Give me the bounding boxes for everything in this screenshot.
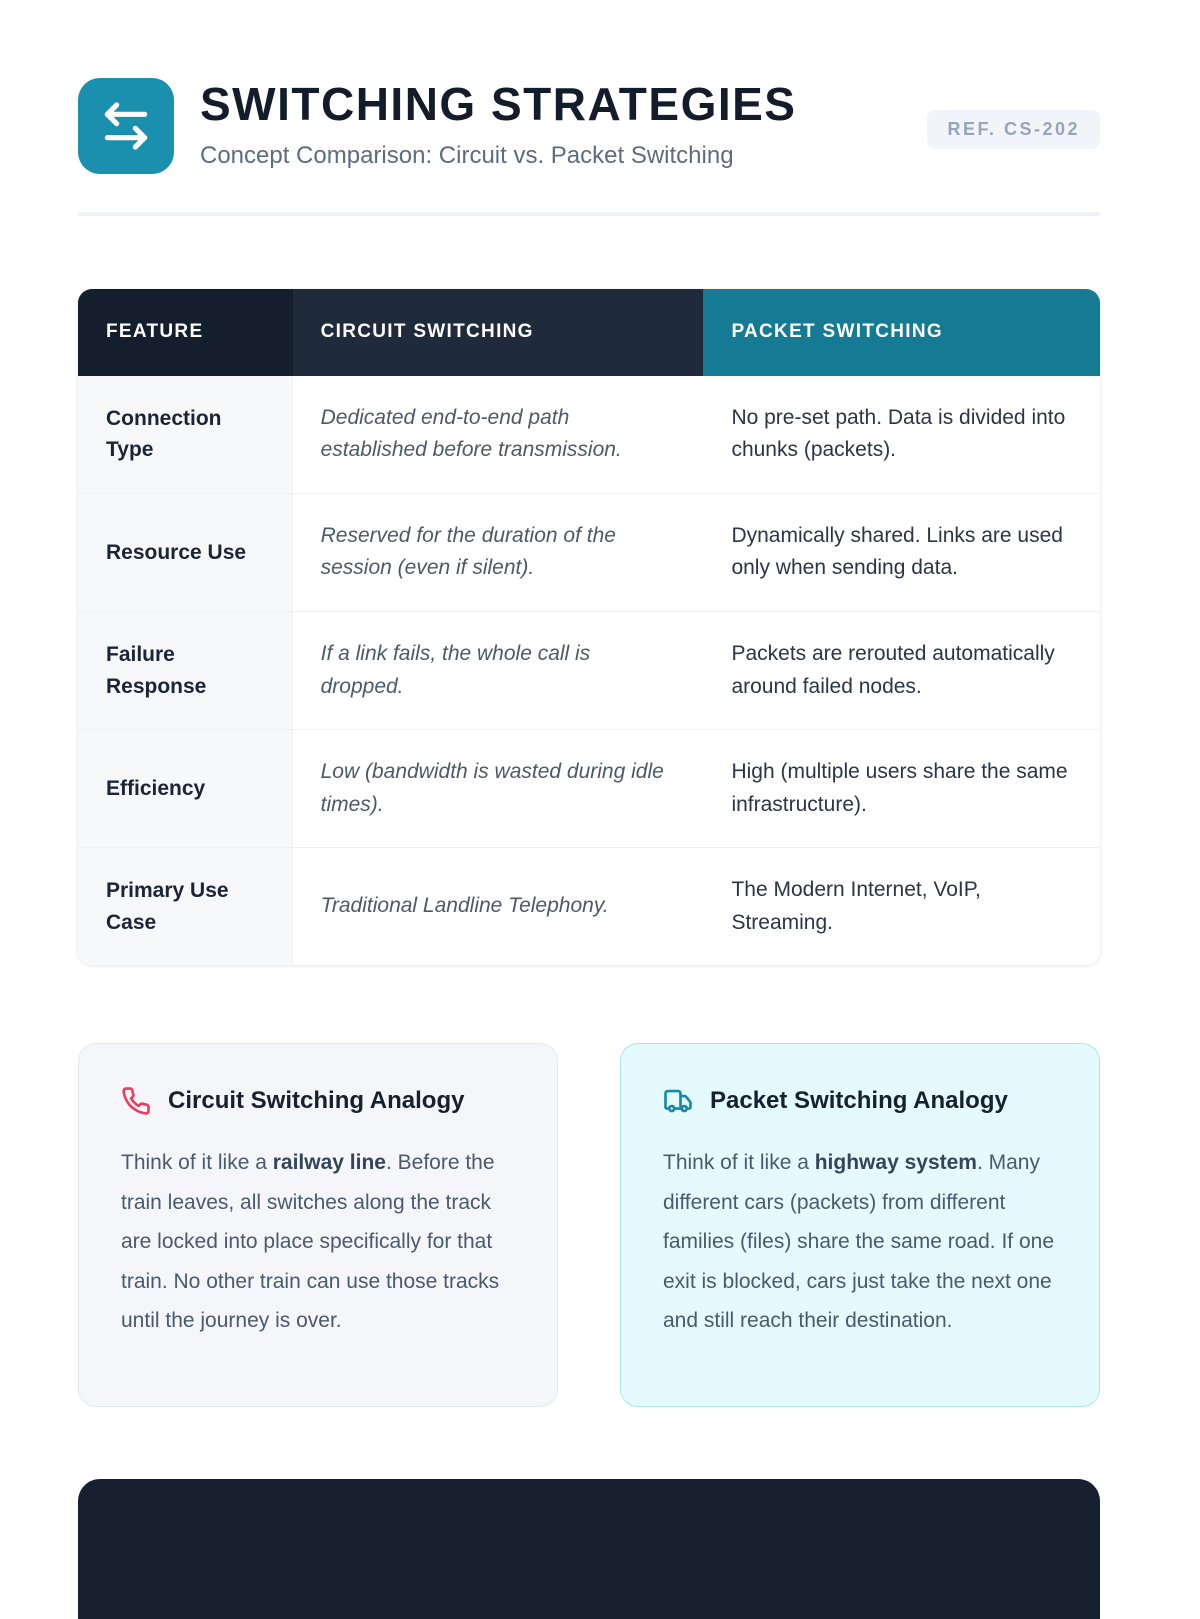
page-header	[78, 78, 1100, 174]
column-header-feature: FEATURE	[78, 289, 293, 376]
packet-cell: Packets are rerouted automatically around failed nodes.	[731, 641, 1055, 698]
column-header-circuit-switching: CIRCUIT SWITCHING	[293, 289, 704, 376]
header-divider	[78, 212, 1100, 216]
circuit-card-header	[121, 1086, 519, 1116]
packet-card-header	[663, 1086, 1061, 1116]
page-title: SWITCHING STRATEGIES	[200, 78, 797, 130]
transfer-arrows-icon	[78, 78, 174, 174]
body-bold-text: highway system	[814, 1151, 977, 1175]
table-row	[78, 493, 1100, 611]
table-body	[78, 376, 1100, 965]
feature-cell: Failure Response	[78, 612, 293, 729]
page-subtitle: Concept Comparison: Circuit vs. Packet Switching	[200, 141, 734, 169]
packet-cell: No pre-set path. Data is divided into chunks (packets).	[731, 405, 1066, 462]
body-text: Think of it like a	[663, 1151, 815, 1175]
body-text: . Many different cars (packets) from different families (files) share the same road. If one exit is blocked, cars just take the next one and still reach their destination.	[663, 1151, 1055, 1333]
comparison-table	[78, 289, 1100, 965]
circuit-cell: Low (bandwidth is wasted during idle times).	[320, 760, 664, 816]
packet-card-title: Packet Switching Analogy	[710, 1087, 1008, 1115]
column-header-packet-switching: PACKET SWITCHING	[703, 289, 1100, 376]
truck-icon	[663, 1086, 693, 1116]
feature-cell: Primary Use Case	[78, 848, 293, 965]
circuit-card-body	[121, 1143, 519, 1340]
analogy-cards	[78, 1043, 1100, 1406]
packet-cell: Dynamically shared. Links are used only when sending data.	[731, 523, 1063, 580]
packet-cell: High (multiple users share the same infrastructure).	[731, 760, 1068, 816]
table-row	[78, 729, 1100, 847]
body-text: . Before the train leaves, all switches along the track are locked into place specifically for that train. No other train can use those tracks until the journey is over.	[121, 1151, 500, 1333]
reference-badge: REF. CS-202	[927, 110, 1100, 149]
circuit-cell: Dedicated end-to-end path established before transmission.	[320, 405, 622, 462]
table-row	[78, 611, 1100, 729]
body-text: Think of it like a	[121, 1151, 273, 1175]
circuit-card-title: Circuit Switching Analogy	[168, 1087, 465, 1115]
circuit-cell: Traditional Landline Telephony.	[320, 894, 609, 918]
circuit-analogy-card	[78, 1043, 558, 1406]
packet-card-body	[663, 1143, 1061, 1340]
table-row	[78, 376, 1100, 493]
table-header-row	[78, 289, 1100, 376]
packet-analogy-card	[620, 1043, 1100, 1406]
feature-cell: Efficiency	[78, 730, 293, 847]
feature-cell: Resource Use	[78, 494, 293, 611]
packet-cell: The Modern Internet, VoIP, Streaming.	[731, 878, 981, 934]
table-row	[78, 847, 1100, 965]
circuit-cell: If a link fails, the whole call is dropped.	[320, 641, 591, 698]
phone-icon	[121, 1086, 151, 1116]
body-bold-text: railway line	[272, 1151, 386, 1175]
circuit-cell: Reserved for the duration of the session (even if silent).	[320, 523, 616, 580]
feature-cell: Connection Type	[78, 376, 293, 493]
footer-section	[78, 1479, 1100, 1619]
header-text	[200, 78, 797, 170]
